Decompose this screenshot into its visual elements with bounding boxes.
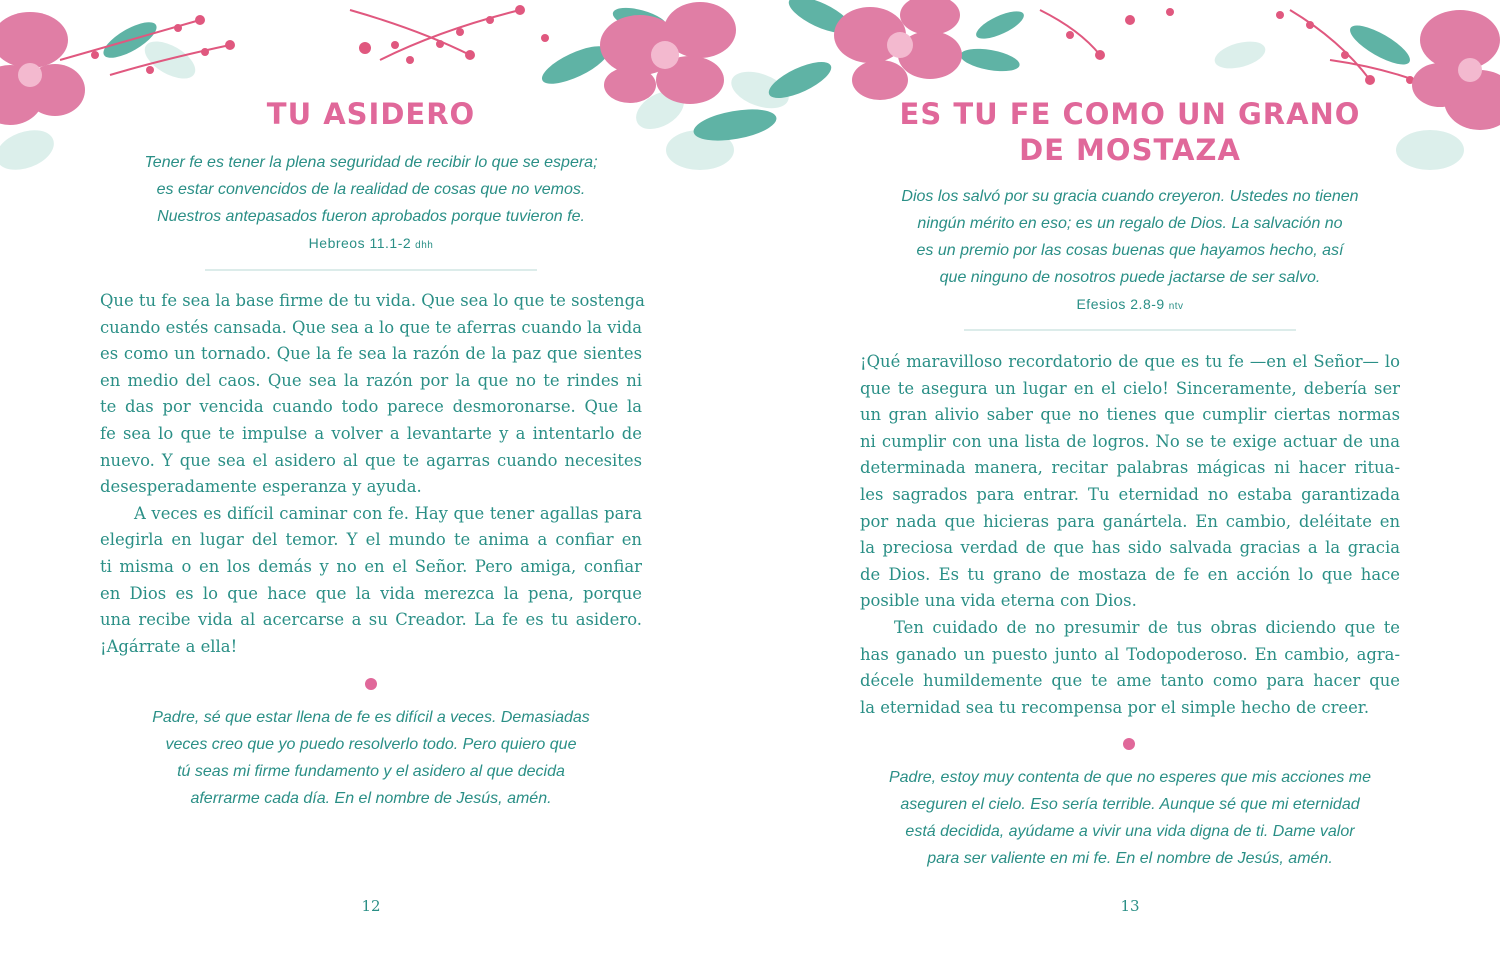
body-line: que te asegura un lugar en el cielo! Sinceramente, debería ser — [860, 378, 1400, 398]
body-line: la eternidad sea tu recompensa por el simple hecho de creer. — [860, 697, 1370, 717]
prayer-line: veces creo que yo puedo resolverlo todo. Pero quiero que — [165, 736, 577, 753]
section-divider — [205, 269, 537, 271]
ornament-dot — [365, 678, 377, 690]
pink-flower — [0, 12, 85, 125]
title-line: ES TU FE COMO UN GRANO — [899, 97, 1361, 131]
verse-line: es estar convencidos de la realidad de cosas que no vemos. — [156, 181, 586, 198]
body-line: te das por vencida cuando todo parece desmoronarse. Que la — [100, 397, 642, 417]
prayer-text — [100, 704, 642, 812]
body-line: Ten cuidado de no presumir de tus obras diciendo que te — [894, 617, 1400, 637]
verse-version: ntv — [1168, 301, 1184, 312]
verse-reference — [860, 291, 1400, 320]
page-number: 12 — [361, 897, 381, 915]
section-divider — [964, 329, 1296, 331]
verse-line: ningún mérito en eso; es un regalo de Dios. La salvación no — [917, 215, 1343, 232]
body-line: es como un tornado. Que la fe sea la razón de la paz que sientes — [100, 344, 642, 364]
verse-line: es un premio por las cosas buenas que hayamos hecho, así — [916, 242, 1344, 259]
verse-reference-book: Efesios 2.8-9 — [1076, 296, 1165, 312]
body-line: has ganado un puesto junto al Todopoderoso. En cambio, agra- — [860, 644, 1400, 664]
prayer-line: aseguren el cielo. Eso sería terrible. Aunque sé que mi eternidad — [900, 796, 1360, 813]
body-line: ¡Agárrate a ella! — [100, 636, 238, 656]
body-line: les sagrados para entrar. Tu eternidad no estaba garantizada — [860, 484, 1400, 504]
verse-line: Nuestros antepasados fueron aprobados porque tuvieron fe. — [157, 208, 585, 225]
page-number: 13 — [1120, 897, 1140, 915]
scripture-quote — [860, 183, 1400, 320]
body-line: una recibe vida al acercarse a su Creador. La fe es tu asidero. — [100, 610, 642, 630]
body-line: Que tu fe sea la base firme de tu vida. Que sea lo que te sostenga — [100, 291, 645, 310]
verse-line: Dios los salvó por su gracia cuando creyeron. Ustedes no tienen — [901, 188, 1359, 205]
body-line: de Dios. Es tu grano de mostaza de fe en acción lo que hace — [860, 564, 1400, 584]
body-line: en Dios es lo que hace que la vida merezca la pena, porque — [100, 583, 642, 603]
prayer-line: aferrarme cada día. En el nombre de Jesús, amén. — [190, 790, 552, 807]
body-line: elegirla en lugar del temor. Y el mundo te anima a confiar en — [100, 530, 642, 550]
verse-line: que ninguno de nosotros puede jactarse de ser salvo. — [939, 269, 1321, 286]
right-page — [860, 0, 1400, 955]
ornament-dot — [1123, 738, 1135, 750]
body-line: ni cumplir con una lista de logros. No se te exige actuar de una — [860, 431, 1400, 451]
verse-reference — [100, 230, 642, 259]
verse-reference-book: Hebreos 11.1-2 — [308, 235, 412, 251]
pale-leaf — [1396, 130, 1464, 170]
title-line: DE MOSTAZA — [1019, 133, 1241, 167]
body-line: posible una vida eterna con Dios. — [860, 591, 1137, 611]
devotional-text — [100, 288, 645, 660]
body-line: ti misma o en los demás y no en el Señor. Pero amiga, confiar — [100, 556, 642, 576]
prayer-line: Padre, estoy muy contenta de que no esperes que mis acciones me — [888, 769, 1372, 786]
page-title: TU ASIDERO — [266, 97, 476, 131]
prayer-line: para ser valiente en mi fe. En el nombre de Jesús, amén. — [927, 850, 1333, 867]
berry — [91, 51, 99, 59]
prayer-text — [860, 764, 1400, 872]
pink-flower — [1412, 10, 1500, 130]
pale-leaf — [0, 123, 59, 177]
body-line: un gran alivio saber que no tienes que cumplir ciertas normas — [860, 405, 1400, 425]
body-line: la preciosa verdad de que has sido salvada gracias a la gracia — [860, 538, 1400, 558]
body-line: décele humildemente que te ame tanto como para hacer que — [860, 671, 1400, 691]
prayer-line: Padre, sé que estar llena de fe es difícil a veces. Demasiadas — [152, 709, 590, 726]
devotional-text — [860, 349, 1400, 721]
body-line: cuando estés cansada. Que sea a lo que te aferras cuando la vida — [100, 317, 643, 337]
body-line: en medio del caos. Que sea la razón por la que no te rindes ni — [100, 370, 642, 390]
verse-version: dhh — [415, 240, 434, 251]
body-line: ¡Qué maravilloso recordatorio de que es tu fe —en el Señor— lo — [860, 352, 1400, 371]
left-page — [100, 0, 645, 955]
body-line: nuevo. Y que sea el asidero al que te agarras cuando necesites — [100, 450, 642, 470]
verse-line: Tener fe es tener la plena seguridad de recibir lo que se espera; — [144, 154, 598, 171]
scripture-quote — [100, 149, 642, 259]
prayer-line: tú seas mi firme fundamento y el asidero al que decida — [177, 763, 565, 780]
body-line: determinada manera, recitar palabras mágicas ni hacer ritua- — [860, 458, 1400, 478]
page-title — [860, 96, 1400, 168]
body-line: por nada que hicieras para ganártela. En cambio, deléitate en — [860, 511, 1400, 531]
body-line: fe sea lo que te impulse a volver a levantarte y a intentarlo de — [100, 423, 642, 443]
body-line: desesperadamente esperanza y ayuda. — [100, 477, 422, 497]
body-line: A veces es difícil caminar con fe. Hay que tener agallas para — [134, 503, 642, 523]
prayer-line: está decidida, ayúdame a vivir una vida digna de ti. Dame valor — [905, 823, 1355, 840]
